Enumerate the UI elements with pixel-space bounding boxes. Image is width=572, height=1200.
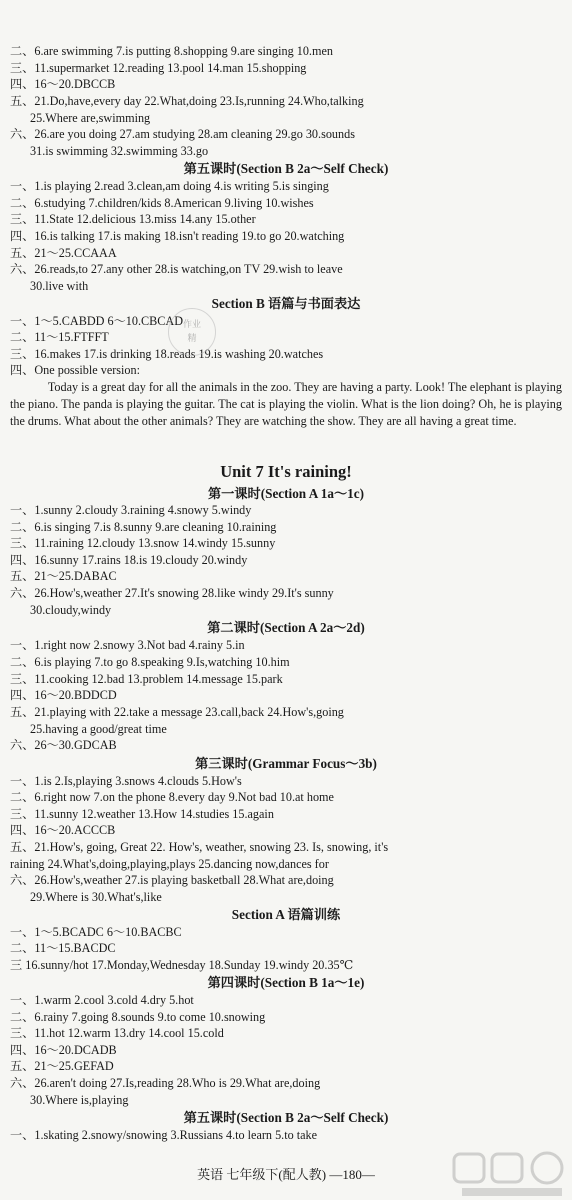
answer-line: 四、16.sunny 17.rains 18.is 19.cloudy 20.windy: [10, 553, 248, 567]
answer-line: 三、11.State 12.delicious 13.miss 14.any 15.other: [10, 212, 256, 226]
section-heading: 第二课时(Section A 2a～2d): [207, 620, 365, 635]
stamp-bottom-text: 精: [187, 333, 197, 343]
answer-line: 25.having a good/great time: [30, 722, 167, 736]
answer-line: 三 16.sunny/hot 17.Monday,Wednesday 18.Sunday 19.windy 20.35℃: [10, 958, 354, 972]
answer-line: 二、6.is playing 7.to go 8.speaking 9.Is,watching 10.him: [10, 655, 290, 669]
answer-line: 31.is swimming 32.swimming 33.go: [30, 144, 209, 158]
answer-line: 六、26.are you doing 27.am studying 28.am cleaning 29.go 30.sounds: [10, 127, 355, 141]
answer-line: 30.live with: [30, 279, 89, 293]
stamp-top-text: 作业: [182, 319, 201, 329]
answer-line: 二、6.rainy 7.going 8.sounds 9.to come 10.snowing: [10, 1010, 266, 1024]
answer-line: raining 24.What's,doing,playing,plays 25.dancing now,dances for: [10, 857, 329, 871]
answer-line: 29.Where is 30.What's,like: [30, 890, 162, 904]
answer-line: 三、11.cooking 12.bad 13.problem 14.message 15.park: [10, 672, 283, 686]
page-footer: 英语 七年级下(配人教) —180—: [197, 1167, 375, 1182]
answer-line: 四、16～20.DBCCB: [10, 77, 116, 91]
section-heading: 第三课时(Grammar Focus～3b): [195, 756, 377, 771]
answer-line: 30.cloudy,windy: [30, 603, 112, 617]
answer-line: 一、1.is playing 2.read 3.clean,am doing 4.is writing 5.is singing: [10, 179, 329, 193]
answer-line: 一、1.warm 2.cool 3.cold 4.dry 5.hot: [10, 993, 194, 1007]
answer-line: 三、11.hot 12.warm 13.dry 14.cool 15.cold: [10, 1026, 224, 1040]
answer-line: 四、16.is talking 17.is making 18.isn't reading 19.to go 20.watching: [10, 229, 345, 243]
answer-line: 五、21～25.DABAC: [10, 569, 117, 583]
answer-line: 三、16.makes 17.is drinking 18.reads 19.is washing 20.watches: [10, 347, 324, 361]
answer-line: 一、1～5.BCADC 6～10.BACBC: [10, 925, 182, 939]
answer-line: 二、6.is singing 7.is 8.sunny 9.are cleaning 10.raining: [10, 520, 277, 534]
answer-line: 六、26.reads,to 27.any other 28.is watching,on TV 29.wish to leave: [10, 262, 343, 276]
sample-composition: Today is a great day for all the animals in the zoo. They are having a party. Look! The elephant is playing the piano. The panda is playing the guitar. The cat is playing the violin. What is the lion doing? Oh, he is playing the drums. What about the other animals? They are watching the show. They are all having a great time.: [10, 380, 562, 428]
answer-line: 五、21～25.GEFAD: [10, 1059, 114, 1073]
homework-stamp: [168, 308, 216, 356]
answer-line: 五、21～25.CCAAA: [10, 246, 117, 260]
answer-line: 一、1.sunny 2.cloudy 3.raining 4.snowy 5.windy: [10, 503, 252, 517]
answer-line: 六、26～30.GDCAB: [10, 738, 117, 752]
section-heading: 第一课时(Section A 1a～1c): [207, 486, 365, 501]
answer-line: 25.Where are,swimming: [30, 111, 151, 125]
answer-line: 五、21.How's, going, Great 22. How's, weather, snowing 23. Is, snowing, it's: [10, 840, 389, 854]
answer-line: 一、1.is 2.Is,playing 3.snows 4.clouds 5.How's: [10, 774, 242, 788]
answer-line: 五、21.Do,have,every day 22.What,doing 23.Is,running 24.Who,talking: [10, 94, 364, 108]
answer-line: 四、One possible version:: [10, 363, 140, 377]
answer-line: 四、16～20.DCADB: [10, 1043, 117, 1057]
answer-line: 三、11.supermarket 12.reading 13.pool 14.man 15.shopping: [10, 61, 307, 75]
answer-line: 六、26.How's,weather 27.is playing basketball 28.What are,doing: [10, 873, 334, 887]
answer-line: 五、21.playing with 22.take a message 23.call,back 24.How's,going: [10, 705, 344, 719]
watermark-logo: [452, 1150, 570, 1198]
section-heading: Section B 语篇与书面表达: [211, 296, 361, 311]
answer-line: 四、16～20.ACCCB: [10, 823, 116, 837]
answer-line: 六、26.aren't doing 27.Is,reading 28.Who is 29.What are,doing: [10, 1076, 321, 1090]
answer-line: 六、26.How's,weather 27.It's snowing 28.like windy 29.It's sunny: [10, 586, 334, 600]
answer-line: 一、1.right now 2.snowy 3.Not bad 4.rainy 5.in: [10, 638, 245, 652]
section-heading: 第五课时(Section B 2a～Self Check): [183, 1110, 389, 1125]
answer-line: 二、6.are swimming 7.is putting 8.shopping 9.are singing 10.men: [10, 44, 333, 58]
answer-line: 四、16～20.BDDCD: [10, 688, 117, 702]
answer-line: 三、11.sunny 12.weather 13.How 14.studies 15.again: [10, 807, 274, 821]
section-heading: 第四课时(Section B 1a～1e): [207, 975, 365, 990]
answer-line: 一、1～5.CABDD 6～10.CBCAD: [10, 314, 184, 328]
section-heading: 第五课时(Section B 2a～Self Check): [183, 161, 389, 176]
answer-line: 30.Where is,playing: [30, 1093, 129, 1107]
answer-line: 一、1.skating 2.snowy/snowing 3.Russians 4.to learn 5.to take: [10, 1128, 318, 1142]
answer-line: 二、6.right now 7.on the phone 8.every day 9.Not bad 10.at home: [10, 790, 334, 804]
answer-line: 二、11～15.FTFFT: [10, 330, 109, 344]
answer-line: 二、6.studying 7.children/kids 8.American 9.living 10.wishes: [10, 196, 314, 210]
section-heading: Section A 语篇训练: [231, 907, 341, 922]
section-heading: Unit 7 It's raining!: [220, 462, 352, 481]
answer-line: 二、11～15.BACDC: [10, 941, 116, 955]
answer-line: 三、11.raining 12.cloudy 13.snow 14.windy 15.sunny: [10, 536, 276, 550]
